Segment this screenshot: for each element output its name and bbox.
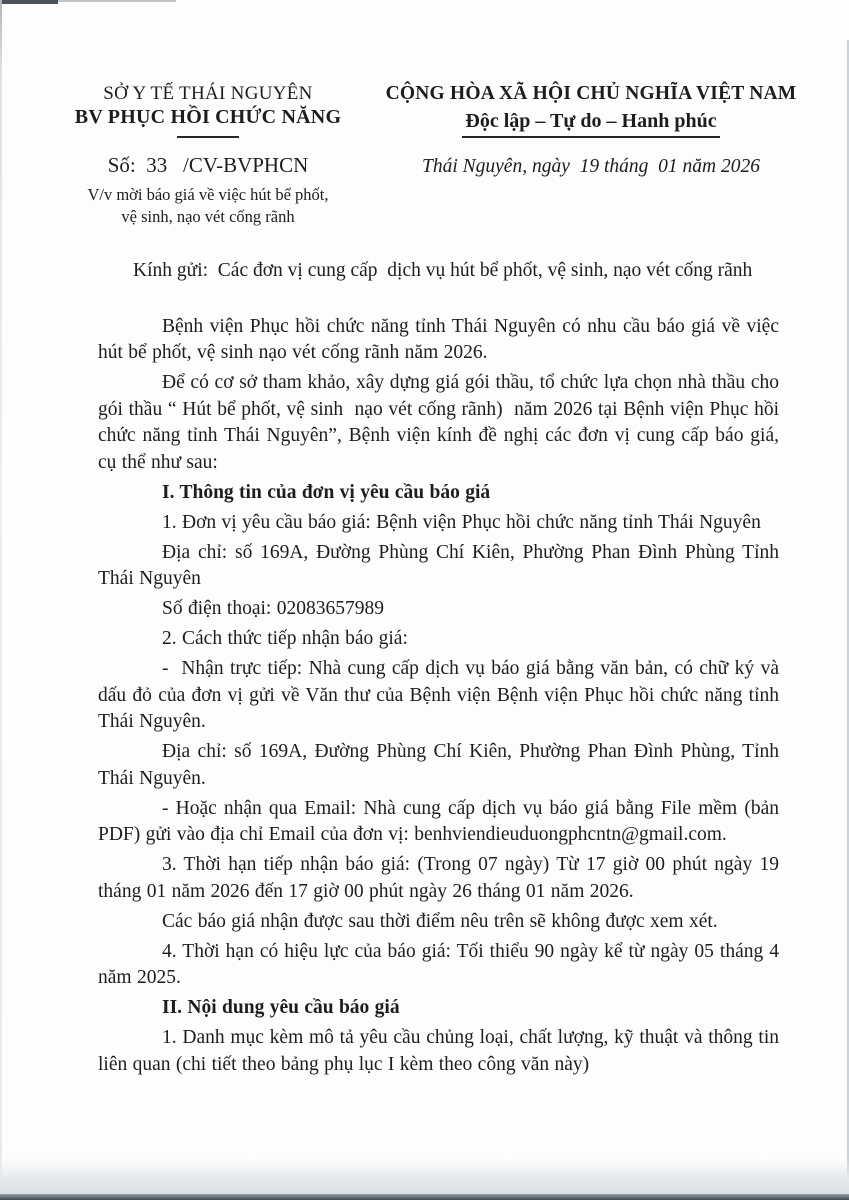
national-title: CỘNG HÒA XÃ HỘI CHỦ NGHĨA VIỆT NAM (385, 83, 797, 104)
place-and-date: Thái Nguyên, ngày 19 tháng 01 năm 2026 (422, 156, 760, 177)
para-validity: 4. Thời hạn có hiệu lực của báo giá: Tối thiểu 90 ngày kể từ ngày 05 tháng 4 năm 2025. (98, 940, 785, 988)
letter-header (0, 0, 849, 228)
issuing-org-block (68, 82, 348, 228)
para-late-note: Các báo giá nhận được sau thời điểm nêu trên sẽ không được xem xét. (162, 910, 718, 932)
scan-artifact-top-dark (0, 0, 58, 4)
scan-artifact-top-light (58, 0, 176, 2)
paragraph-list (98, 314, 785, 1079)
para-address-1: Địa chỉ: số 169A, Đường Phùng Chí Kiên, Phường Phan Đình Phùng Tỉnh Thái Nguyên (98, 541, 785, 589)
org-name: BV PHỤC HỒI CHỨC NĂNG (74, 106, 342, 128)
para-phone: Số điện thoại: 02083657989 (162, 598, 384, 619)
para-purpose: Để có cơ sở tham khảo, xây dựng giá gói thầu, tổ chức lựa chọn nhà thầu cho gói thầu “ Hút bể phốt, vệ sinh nạo vét cống rãnh) năm 2026 tại Bệnh viện Phục hồi chức năng tỉnh Thái Nguyên”, Bệnh viện kính đề nghị các đơn vị cung cấp báo giá, cụ thể như sau: (98, 372, 785, 473)
document-number: Số: 33 /CV-BVPHCN (107, 153, 309, 177)
national-motto: Độc lập – Tự do – Hanh phúc (462, 108, 719, 138)
document-subject: V/v mời báo giá về việc hút bể phốt, vệ sinh, nạo vét cống rãnh (87, 185, 329, 226)
para-intro: Bệnh viện Phục hồi chức năng tỉnh Thái Nguyên có nhu cầu báo giá về việc hút bể phốt, vệ sinh nạo vét cống rãnh năm 2026. (98, 315, 785, 363)
para-scope: 1. Danh mục kèm mô tả yêu cầu chủng loại, chất lượng, kỹ thuật và thông tin liên quan (chi tiết theo bảng phụ lục I kèm theo công văn này) (98, 1027, 785, 1075)
letter-body (98, 258, 785, 1078)
para-requesting-unit: 1. Đơn vị yêu cầu báo giá: Bệnh viện Phục hồi chức năng tỉnh Thái Nguyên (162, 511, 761, 533)
section-2-heading: II. Nội dung yêu cầu báo giá (162, 997, 400, 1018)
scan-artifact-bottom-fade (0, 1158, 849, 1194)
para-deadline: 3. Thời hạn tiếp nhận báo giá: (Trong 07 ngày) Từ 17 giờ 00 phút ngày 19 tháng 01 năm 2026 đến 17 giờ 00 phút ngày 26 tháng 01 năm 2026. (98, 854, 785, 902)
national-heading-block (356, 82, 826, 179)
para-address-2: Địa chỉ: số 169A, Đường Phùng Chí Kiên, Phường Phan Đình Phùng, Tỉnh Thái Nguyên. (98, 741, 785, 789)
scan-edge-left (0, 0, 2, 1200)
scan-artifact-bottom-edge (0, 1194, 849, 1200)
para-direct-receipt: - Nhận trực tiếp: Nhà cung cấp dịch vụ báo giá bằng văn bản, có chữ ký và dấu đỏ của đơn vị gửi về Văn thư của Bệnh viện Bệnh viện Phục hồi chức năng tỉnh Thái Nguyên. (98, 658, 785, 732)
org-underline (177, 136, 239, 138)
parent-org-name: SỞ Y TẾ THÁI NGUYÊN (103, 83, 313, 104)
section-1-heading: I. Thông tin của đơn vị yêu cầu báo giá (162, 481, 491, 503)
para-email-receipt: - Hoặc nhận qua Email: Nhà cung cấp dịch vụ báo giá bằng File mềm (bản PDF) gửi vào địa chỉ Email của đơn vị: benhviendieuduongphcntn@gmail.com. (98, 797, 785, 845)
salutation: Kính gửi: Các đơn vị cung cấp dịch vụ hút bể phốt, vệ sinh, nạo vét cống rãnh (133, 260, 753, 281)
para-method-heading: 2. Cách thức tiếp nhận báo giá: (162, 628, 408, 649)
